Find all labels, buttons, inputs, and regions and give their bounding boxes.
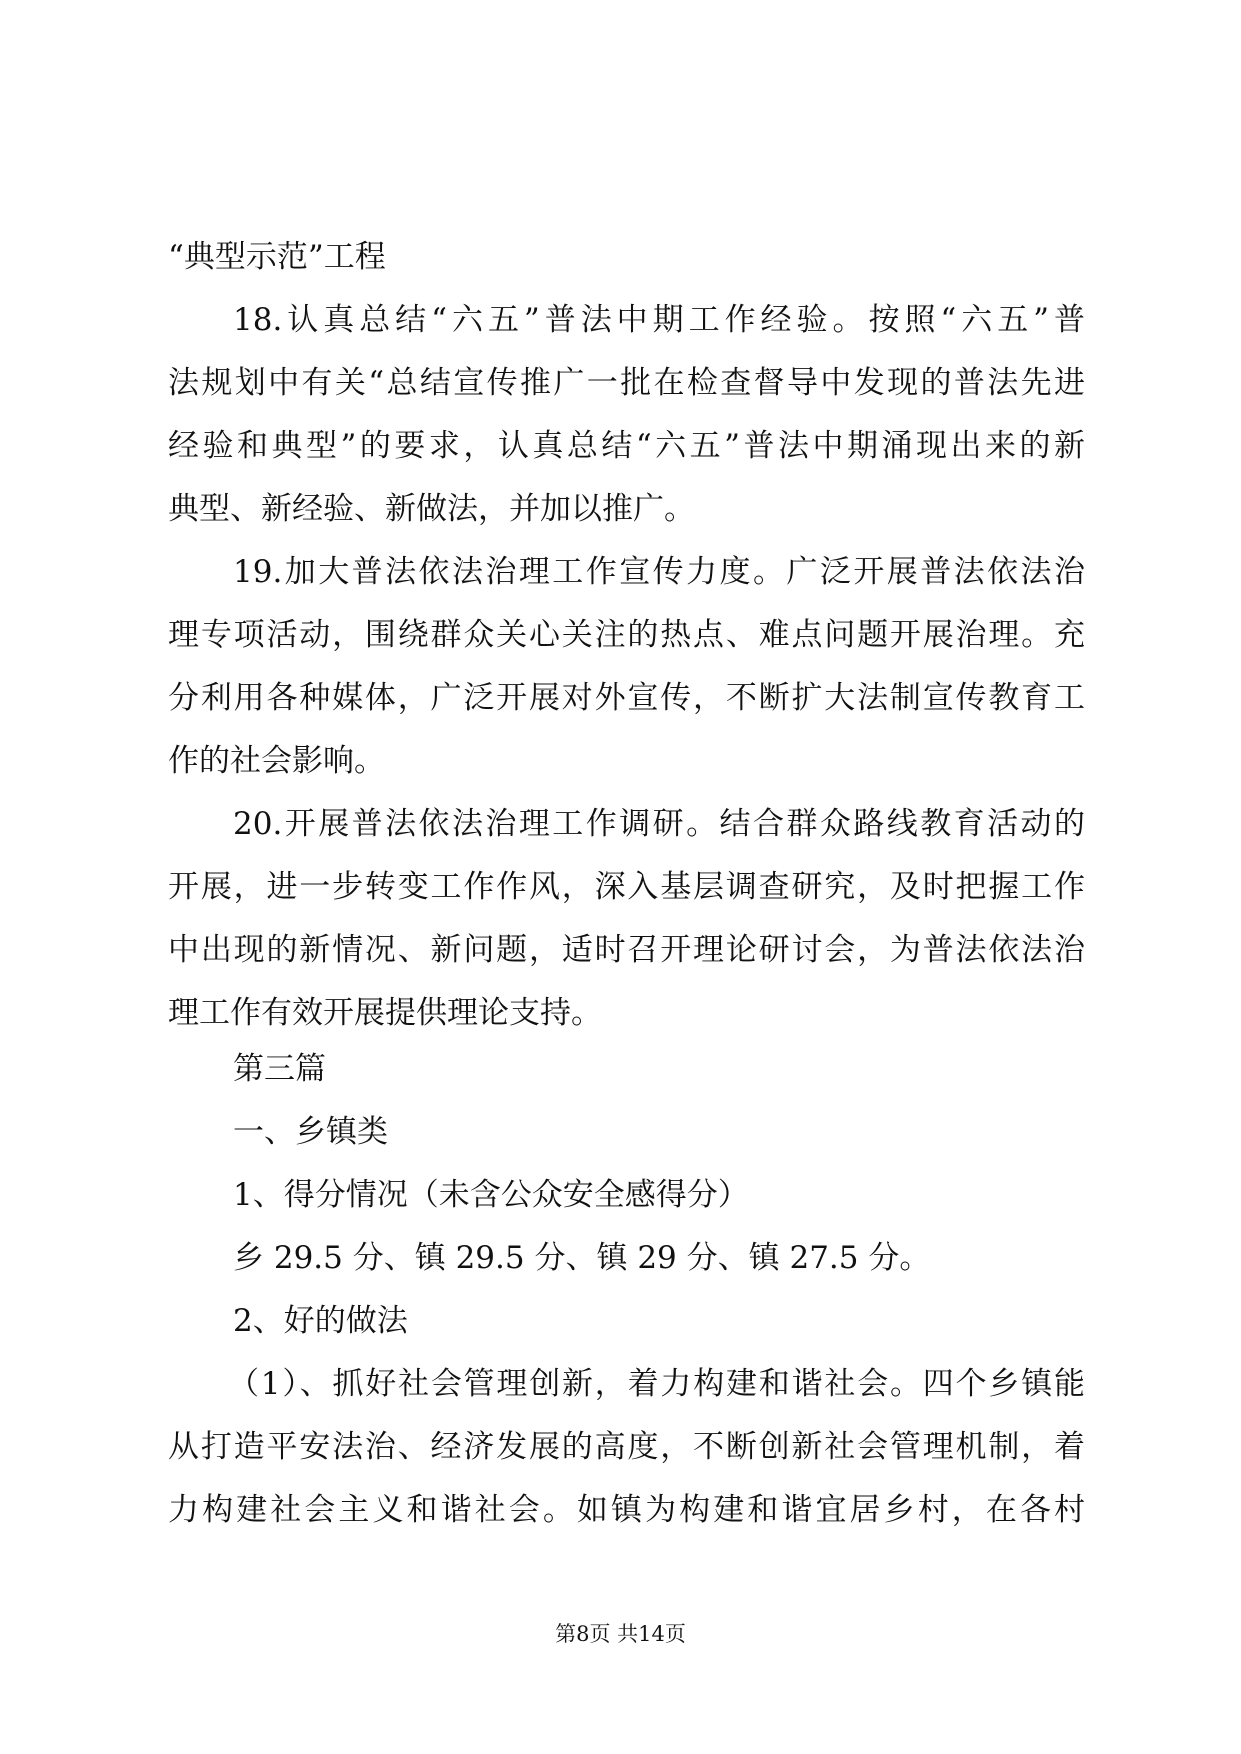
- section-heading: 一、乡镇类: [233, 1114, 388, 1150]
- text-line: 理专项活动，围绕群众关心关注的热点、难点问题开展治理。充: [168, 617, 1085, 653]
- section-heading: 第三篇: [233, 1051, 326, 1087]
- text-line: 理工作有效开展提供理论支持。: [168, 995, 602, 1031]
- subheading: 1、得分情况（未含公众安全感得分）: [233, 1177, 749, 1213]
- text-line: 开展，进一步转变工作作风，深入基层调查研究，及时把握工作: [168, 869, 1085, 905]
- text-line: 乡 29.5 分、镇 29.5 分、镇 29 分、镇 27.5 分。: [233, 1240, 931, 1276]
- text-line: 从打造平安法治、经济发展的高度，不断创新社会管理机制，着: [168, 1429, 1085, 1465]
- text-line: （1）、抓好社会管理创新，着力构建和谐社会。四个乡镇能: [228, 1366, 1085, 1402]
- text-line: “典型示范”工程: [168, 239, 386, 275]
- text-line: 经验和典型”的要求，认真总结“六五”普法中期涌现出来的新: [168, 428, 1085, 464]
- text-line: 分利用各种媒体，广泛开展对外宣传，不断扩大法制宣传教育工: [168, 680, 1085, 716]
- text-line: 典型、新经验、新做法，并加以推广。: [168, 491, 695, 527]
- subheading: 2、好的做法: [233, 1303, 408, 1339]
- text-line: 力构建社会主义和谐社会。如镇为构建和谐宜居乡村，在各村: [168, 1492, 1085, 1528]
- text-line: 法规划中有关“总结宣传推广一批在检查督导中发现的普法先进: [168, 365, 1085, 401]
- text-line: 中出现的新情况、新问题，适时召开理论研讨会，为普法依法治: [168, 932, 1085, 968]
- page-indicator: 第8页 共14页: [555, 1622, 686, 1646]
- text-line: 19.加大普法依法治理工作宣传力度。广泛开展普法依法治: [233, 554, 1085, 590]
- text-line: 20.开展普法依法治理工作调研。结合群众路线教育活动的: [233, 806, 1085, 842]
- text-line: 作的社会影响。: [168, 743, 385, 779]
- text-line: 18.认真总结“六五”普法中期工作经验。按照“六五”普: [233, 302, 1085, 338]
